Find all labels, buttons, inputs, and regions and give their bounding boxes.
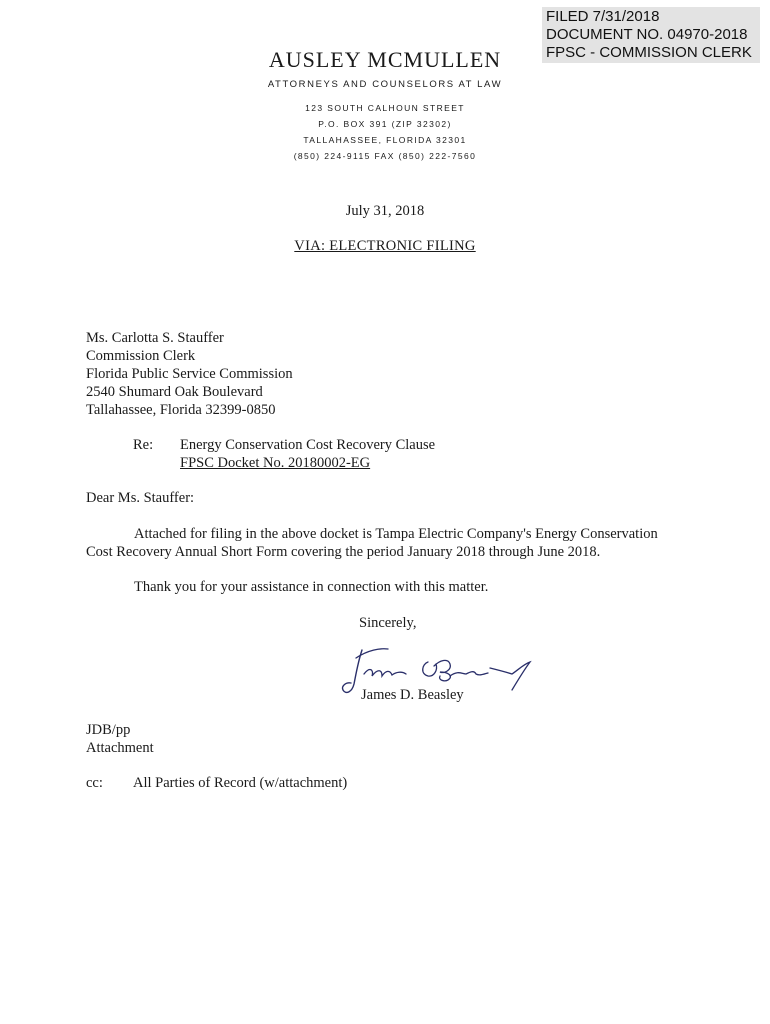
stamp-document-number: DOCUMENT NO. 04970-2018 — [546, 26, 748, 43]
re-label: Re: — [133, 437, 154, 453]
closing: Sincerely, — [359, 615, 417, 631]
recipient-street: 2540 Shumard Oak Boulevard — [86, 384, 263, 400]
signer-name: James D. Beasley — [361, 687, 464, 703]
cc-label: cc: — [86, 775, 103, 791]
letter-date: July 31, 2018 — [345, 203, 425, 219]
typist-initials: JDB/pp — [86, 722, 131, 738]
salutation: Dear Ms. Stauffer: — [86, 490, 195, 506]
firm-city: TALLAHASSEE, FLORIDA 32301 — [303, 135, 467, 145]
re-subject: Energy Conservation Cost Recovery Clause — [180, 437, 436, 453]
recipient-title: Commission Clerk — [86, 348, 196, 364]
firm-tagline: ATTORNEYS AND COUNSELORS AT LAW — [267, 79, 503, 90]
cc-recipients: All Parties of Record (w/attachment) — [133, 775, 348, 791]
stamp-filed-date: FILED 7/31/2018 — [546, 8, 660, 25]
stamp-commission-clerk: FPSC - COMMISSION CLERK — [546, 44, 752, 61]
firm-name: AUSLEY MCMULLEN — [268, 47, 502, 72]
recipient-name: Ms. Carlotta S. Stauffer — [86, 330, 224, 346]
re-docket: FPSC Docket No. 20180002-EG — [180, 455, 371, 471]
recipient-city: Tallahassee, Florida 32399-0850 — [86, 402, 276, 418]
body-paragraph-1-line-2: Cost Recovery Annual Short Form covering the period January 2018 through June 2018. — [86, 544, 601, 560]
body-paragraph-1-line-1: Attached for filing in the above docket is Tampa Electric Company's Energy Conservation — [134, 526, 658, 542]
firm-po-box: P.O. BOX 391 (ZIP 32302) — [318, 119, 452, 129]
body-paragraph-2: Thank you for your assistance in connection with this matter. — [134, 579, 489, 595]
delivery-method: VIA: ELECTRONIC FILING — [294, 238, 476, 254]
firm-phone-fax: (850) 224-9115 FAX (850) 222-7560 — [293, 151, 477, 161]
attachment-note: Attachment — [86, 740, 154, 756]
firm-street: 123 SOUTH CALHOUN STREET — [305, 103, 465, 113]
recipient-organization: Florida Public Service Commission — [86, 366, 293, 382]
